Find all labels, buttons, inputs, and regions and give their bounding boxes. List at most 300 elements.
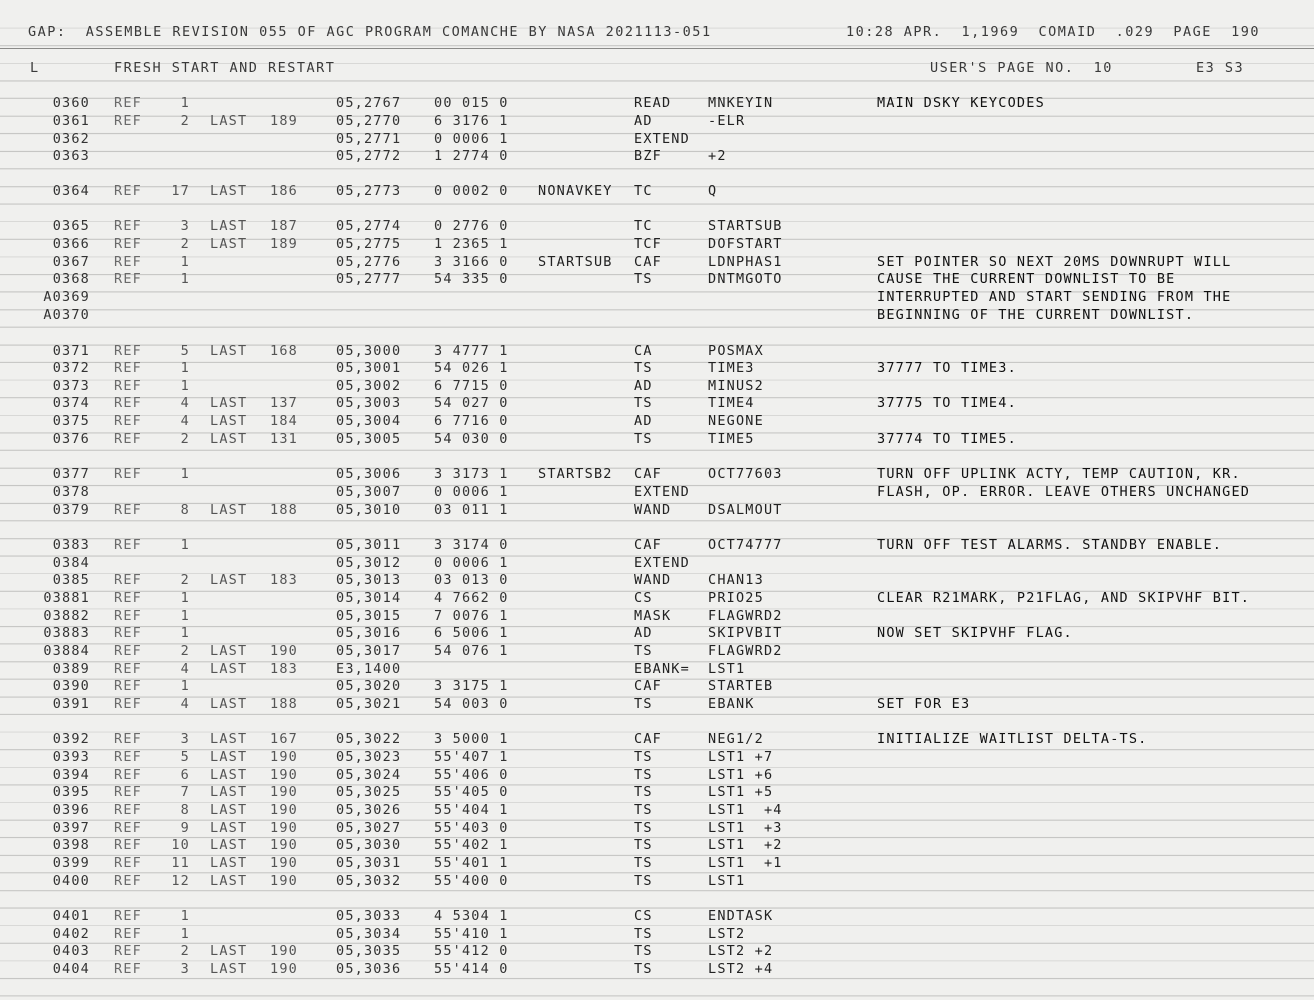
ref-flag: REF bbox=[114, 254, 142, 270]
line-number: A0369 bbox=[43, 289, 90, 305]
line-number: 0368 bbox=[52, 271, 90, 287]
comment: INITIALIZE WAITLIST DELTA-TS. bbox=[877, 731, 1148, 747]
line-number: 03882 bbox=[43, 608, 90, 624]
listing-row bbox=[0, 307, 1314, 324]
last-page: 190 bbox=[270, 873, 298, 889]
comment: NOW SET SKIPVHF FLAG. bbox=[877, 625, 1073, 641]
line-number: 0401 bbox=[52, 908, 90, 924]
listing-row bbox=[0, 731, 1314, 748]
address: E3,1400 bbox=[336, 661, 402, 677]
operand: Q bbox=[708, 183, 718, 199]
last-flag: LAST bbox=[210, 413, 248, 429]
last-page: 190 bbox=[270, 961, 298, 977]
octal-word: 3 5000 1 bbox=[434, 731, 509, 747]
ref-count: 1 bbox=[180, 908, 190, 924]
listing-row bbox=[0, 661, 1314, 678]
ref-count: 2 bbox=[180, 113, 190, 129]
symbol-label: NONAVKEY bbox=[538, 183, 613, 199]
listing-row bbox=[0, 218, 1314, 235]
operand: ENDTASK bbox=[708, 908, 774, 924]
opcode: TS bbox=[634, 784, 653, 800]
last-flag: LAST bbox=[210, 820, 248, 836]
last-flag: LAST bbox=[210, 943, 248, 959]
octal-word: 1 2365 1 bbox=[434, 236, 509, 252]
listing-row bbox=[0, 236, 1314, 253]
line-number: A0370 bbox=[43, 307, 90, 323]
listing-row bbox=[0, 608, 1314, 625]
listing-row bbox=[0, 572, 1314, 589]
header-rule bbox=[0, 48, 1314, 49]
listing-row bbox=[0, 113, 1314, 130]
opcode: CS bbox=[634, 590, 653, 606]
octal-word: 0 0002 0 bbox=[434, 183, 509, 199]
ref-count: 4 bbox=[180, 696, 190, 712]
ref-flag: REF bbox=[114, 943, 142, 959]
octal-word: 00 015 0 bbox=[434, 95, 509, 111]
ref-count: 1 bbox=[180, 378, 190, 394]
last-page: 137 bbox=[270, 395, 298, 411]
line-number: 0396 bbox=[52, 802, 90, 818]
line-number: 0363 bbox=[52, 148, 90, 164]
listing-row bbox=[0, 148, 1314, 165]
listing-row bbox=[0, 537, 1314, 554]
comment: FLASH, OP. ERROR. LEAVE OTHERS UNCHANGED bbox=[877, 484, 1251, 500]
opcode: EXTEND bbox=[634, 131, 690, 147]
listing-row bbox=[0, 555, 1314, 572]
operand: STARTEB bbox=[708, 678, 774, 694]
operand: NEG1/2 bbox=[708, 731, 764, 747]
last-page: 167 bbox=[270, 731, 298, 747]
address: 05,3032 bbox=[336, 873, 402, 889]
operand: MNKEYIN bbox=[708, 95, 774, 111]
listing-row bbox=[0, 395, 1314, 412]
ref-count: 9 bbox=[180, 820, 190, 836]
last-page: 168 bbox=[270, 343, 298, 359]
line-number: 0375 bbox=[52, 413, 90, 429]
ref-count: 1 bbox=[180, 271, 190, 287]
operand: +2 bbox=[708, 148, 727, 164]
ref-flag: REF bbox=[114, 908, 142, 924]
comment: 37777 TO TIME3. bbox=[877, 360, 1017, 376]
operand: CHAN13 bbox=[708, 572, 764, 588]
octal-word: 54 030 0 bbox=[434, 431, 509, 447]
opcode: TS bbox=[634, 855, 653, 871]
opcode: TC bbox=[634, 218, 653, 234]
line-number: 0365 bbox=[52, 218, 90, 234]
address: 05,2776 bbox=[336, 254, 402, 270]
operand: MINUS2 bbox=[708, 378, 764, 394]
octal-word: 55'404 1 bbox=[434, 802, 509, 818]
ref-flag: REF bbox=[114, 413, 142, 429]
last-page: 189 bbox=[270, 113, 298, 129]
opcode: MASK bbox=[634, 608, 672, 624]
line-number: 0395 bbox=[52, 784, 90, 800]
line-number: 0377 bbox=[52, 466, 90, 482]
line-number: 0361 bbox=[52, 113, 90, 129]
listing-row bbox=[0, 466, 1314, 483]
listing-row bbox=[0, 837, 1314, 854]
opcode: TS bbox=[634, 643, 653, 659]
opcode: WAND bbox=[634, 502, 672, 518]
listing-row bbox=[0, 413, 1314, 430]
line-number: 0374 bbox=[52, 395, 90, 411]
last-page: 183 bbox=[270, 661, 298, 677]
address: 05,3003 bbox=[336, 395, 402, 411]
address: 05,3026 bbox=[336, 802, 402, 818]
ref-flag: REF bbox=[114, 271, 142, 287]
listing-row bbox=[0, 943, 1314, 960]
octal-word: 6 7715 0 bbox=[434, 378, 509, 394]
ref-count: 1 bbox=[180, 625, 190, 641]
ref-count: 17 bbox=[171, 183, 190, 199]
listing-row bbox=[0, 378, 1314, 395]
address: 05,3031 bbox=[336, 855, 402, 871]
opcode: TS bbox=[634, 943, 653, 959]
operand: LST2 +2 bbox=[708, 943, 774, 959]
last-page: 190 bbox=[270, 855, 298, 871]
operand: LST1 +4 bbox=[708, 802, 783, 818]
ref-count: 2 bbox=[180, 572, 190, 588]
address: 05,3017 bbox=[336, 643, 402, 659]
last-flag: LAST bbox=[210, 218, 248, 234]
octal-word: 6 3176 1 bbox=[434, 113, 509, 129]
ref-count: 11 bbox=[171, 855, 190, 871]
ref-count: 10 bbox=[171, 837, 190, 853]
comment: CAUSE THE CURRENT DOWNLIST TO BE bbox=[877, 271, 1176, 287]
opcode: CS bbox=[634, 908, 653, 924]
ref-count: 1 bbox=[180, 466, 190, 482]
line-number: 0385 bbox=[52, 572, 90, 588]
ref-count: 1 bbox=[180, 360, 190, 376]
ref-count: 1 bbox=[180, 678, 190, 694]
comment: SET POINTER SO NEXT 20MS DOWNRUPT WILL bbox=[877, 254, 1232, 270]
operand: DSALMOUT bbox=[708, 502, 783, 518]
operand: LDNPHAS1 bbox=[708, 254, 783, 270]
octal-word: 0 0006 1 bbox=[434, 484, 509, 500]
octal-word: 1 2774 0 bbox=[434, 148, 509, 164]
octal-word: 4 5304 1 bbox=[434, 908, 509, 924]
comment: INTERRUPTED AND START SENDING FROM THE bbox=[877, 289, 1232, 305]
last-page: 190 bbox=[270, 767, 298, 783]
comment: TURN OFF UPLINK ACTY, TEMP CAUTION, KR. bbox=[877, 466, 1241, 482]
ref-count: 4 bbox=[180, 395, 190, 411]
octal-word: 54 003 0 bbox=[434, 696, 509, 712]
octal-word: 55'400 0 bbox=[434, 873, 509, 889]
ref-flag: REF bbox=[114, 625, 142, 641]
ref-flag: REF bbox=[114, 961, 142, 977]
ref-flag: REF bbox=[114, 395, 142, 411]
operand: TIME5 bbox=[708, 431, 755, 447]
line-number: 03884 bbox=[43, 643, 90, 659]
line-number: 0397 bbox=[52, 820, 90, 836]
line-number: 0372 bbox=[52, 360, 90, 376]
opcode: CAF bbox=[634, 466, 662, 482]
listing-title: GAP: ASSEMBLE REVISION 055 OF AGC PROGRAM COMANCHE BY NASA 2021113-051 bbox=[28, 24, 712, 40]
listing-row bbox=[0, 820, 1314, 837]
operand: LST1 bbox=[708, 873, 746, 889]
ref-count: 2 bbox=[180, 431, 190, 447]
opcode: TS bbox=[634, 696, 653, 712]
address: 05,3021 bbox=[336, 696, 402, 712]
octal-word: 55'401 1 bbox=[434, 855, 509, 871]
listing-row bbox=[0, 767, 1314, 784]
operand: LST1 +5 bbox=[708, 784, 774, 800]
last-page: 190 bbox=[270, 837, 298, 853]
address: 05,3000 bbox=[336, 343, 402, 359]
address: 05,3025 bbox=[336, 784, 402, 800]
operand: -ELR bbox=[708, 113, 746, 129]
ref-count: 12 bbox=[171, 873, 190, 889]
ref-flag: REF bbox=[114, 466, 142, 482]
listing-row bbox=[0, 502, 1314, 519]
ref-flag: REF bbox=[114, 572, 142, 588]
line-number: 0384 bbox=[52, 555, 90, 571]
address: 05,3006 bbox=[336, 466, 402, 482]
octal-word: 4 7662 0 bbox=[434, 590, 509, 606]
listing-timestamp: 10:28 APR. 1,1969 COMAID .029 PAGE 190 bbox=[846, 24, 1260, 40]
address: 05,3007 bbox=[336, 484, 402, 500]
last-page: 190 bbox=[270, 749, 298, 765]
ref-flag: REF bbox=[114, 837, 142, 853]
octal-word: 55'407 1 bbox=[434, 749, 509, 765]
last-flag: LAST bbox=[210, 643, 248, 659]
line-number: 0364 bbox=[52, 183, 90, 199]
last-page: 190 bbox=[270, 784, 298, 800]
last-flag: LAST bbox=[210, 873, 248, 889]
listing-row bbox=[0, 696, 1314, 713]
operand: LST2 bbox=[708, 926, 746, 942]
opcode: CAF bbox=[634, 537, 662, 553]
ref-flag: REF bbox=[114, 113, 142, 129]
ref-flag: REF bbox=[114, 749, 142, 765]
ref-count: 1 bbox=[180, 590, 190, 606]
octal-word: 55'403 0 bbox=[434, 820, 509, 836]
last-flag: LAST bbox=[210, 343, 248, 359]
listing-row bbox=[0, 484, 1314, 501]
line-number: 0383 bbox=[52, 537, 90, 553]
line-number: 0376 bbox=[52, 431, 90, 447]
address: 05,3002 bbox=[336, 378, 402, 394]
address: 05,3016 bbox=[336, 625, 402, 641]
octal-word: 3 3175 1 bbox=[434, 678, 509, 694]
ref-flag: REF bbox=[114, 95, 142, 111]
opcode: TS bbox=[634, 820, 653, 836]
operand: LST1 bbox=[708, 661, 746, 677]
opcode: WAND bbox=[634, 572, 672, 588]
ref-flag: REF bbox=[114, 731, 142, 747]
section-title: FRESH START AND RESTART bbox=[114, 60, 336, 76]
line-number: 0367 bbox=[52, 254, 90, 270]
opcode: TS bbox=[634, 749, 653, 765]
last-flag: LAST bbox=[210, 236, 248, 252]
operand: LST1 +1 bbox=[708, 855, 783, 871]
address: 05,2774 bbox=[336, 218, 402, 234]
ref-count: 1 bbox=[180, 926, 190, 942]
octal-word: 0 0006 1 bbox=[434, 555, 509, 571]
symbol-label: STARTSUB bbox=[538, 254, 613, 270]
last-page: 190 bbox=[270, 943, 298, 959]
address: 05,2775 bbox=[336, 236, 402, 252]
listing-row bbox=[0, 643, 1314, 660]
address: 05,3033 bbox=[336, 908, 402, 924]
address: 05,3010 bbox=[336, 502, 402, 518]
comment: CLEAR R21MARK, P21FLAG, AND SKIPVHF BIT. bbox=[877, 590, 1251, 606]
octal-word: 55'402 1 bbox=[434, 837, 509, 853]
address: 05,3014 bbox=[336, 590, 402, 606]
listing-row bbox=[0, 749, 1314, 766]
address: 05,3015 bbox=[336, 608, 402, 624]
ref-flag: REF bbox=[114, 926, 142, 942]
last-page: 188 bbox=[270, 696, 298, 712]
last-flag: LAST bbox=[210, 661, 248, 677]
listing-row bbox=[0, 678, 1314, 695]
last-flag: LAST bbox=[210, 731, 248, 747]
octal-word: 54 335 0 bbox=[434, 271, 509, 287]
last-flag: LAST bbox=[210, 802, 248, 818]
listing-row bbox=[0, 926, 1314, 943]
last-page: 188 bbox=[270, 502, 298, 518]
comment: 37774 TO TIME5. bbox=[877, 431, 1017, 447]
last-flag: LAST bbox=[210, 395, 248, 411]
line-number: 0393 bbox=[52, 749, 90, 765]
octal-word: 55'405 0 bbox=[434, 784, 509, 800]
operand: OCT74777 bbox=[708, 537, 783, 553]
ref-count: 1 bbox=[180, 537, 190, 553]
address: 05,3012 bbox=[336, 555, 402, 571]
octal-word: 55'412 0 bbox=[434, 943, 509, 959]
octal-word: 03 011 1 bbox=[434, 502, 509, 518]
opcode: TS bbox=[634, 926, 653, 942]
line-number: 0404 bbox=[52, 961, 90, 977]
address: 05,3027 bbox=[336, 820, 402, 836]
octal-word: 54 026 1 bbox=[434, 360, 509, 376]
operand: LST2 +4 bbox=[708, 961, 774, 977]
opcode: TS bbox=[634, 271, 653, 287]
last-flag: LAST bbox=[210, 696, 248, 712]
operand: LST1 +3 bbox=[708, 820, 783, 836]
last-flag: LAST bbox=[210, 767, 248, 783]
octal-word: 3 4777 1 bbox=[434, 343, 509, 359]
address: 05,2770 bbox=[336, 113, 402, 129]
ref-count: 5 bbox=[180, 343, 190, 359]
octal-word: 54 027 0 bbox=[434, 395, 509, 411]
operand: FLAGWRD2 bbox=[708, 643, 783, 659]
comment: MAIN DSKY KEYCODES bbox=[877, 95, 1045, 111]
opcode: AD bbox=[634, 413, 653, 429]
listing-row bbox=[0, 855, 1314, 872]
opcode: TS bbox=[634, 961, 653, 977]
line-number: 0389 bbox=[52, 661, 90, 677]
ref-flag: REF bbox=[114, 431, 142, 447]
address: 05,2777 bbox=[336, 271, 402, 287]
last-flag: LAST bbox=[210, 784, 248, 800]
opcode: CAF bbox=[634, 254, 662, 270]
listing-row bbox=[0, 802, 1314, 819]
last-page: 183 bbox=[270, 572, 298, 588]
address: 05,3022 bbox=[336, 731, 402, 747]
listing-row bbox=[0, 131, 1314, 148]
operand: PRIO25 bbox=[708, 590, 764, 606]
operand: FLAGWRD2 bbox=[708, 608, 783, 624]
ref-count: 3 bbox=[180, 961, 190, 977]
line-number: 0400 bbox=[52, 873, 90, 889]
ref-count: 8 bbox=[180, 502, 190, 518]
line-number: 0402 bbox=[52, 926, 90, 942]
ref-count: 5 bbox=[180, 749, 190, 765]
octal-word: 3 3174 0 bbox=[434, 537, 509, 553]
opcode: TS bbox=[634, 873, 653, 889]
operand: DNTMGOTO bbox=[708, 271, 783, 287]
line-number: 0373 bbox=[52, 378, 90, 394]
octal-word: 55'414 0 bbox=[434, 961, 509, 977]
listing-row bbox=[0, 343, 1314, 360]
line-number: 0390 bbox=[52, 678, 90, 694]
line-number: 0366 bbox=[52, 236, 90, 252]
last-flag: LAST bbox=[210, 431, 248, 447]
line-number: 0391 bbox=[52, 696, 90, 712]
operand: LST1 +7 bbox=[708, 749, 774, 765]
last-page: 190 bbox=[270, 820, 298, 836]
ref-count: 3 bbox=[180, 731, 190, 747]
ref-flag: REF bbox=[114, 802, 142, 818]
last-page: 189 bbox=[270, 236, 298, 252]
address: 05,2771 bbox=[336, 131, 402, 147]
ref-flag: REF bbox=[114, 855, 142, 871]
bank-indicator: E3 S3 bbox=[1196, 60, 1245, 76]
opcode: AD bbox=[634, 378, 653, 394]
listing-row bbox=[0, 784, 1314, 801]
comment: BEGINNING OF THE CURRENT DOWNLIST. bbox=[877, 307, 1195, 323]
operand: LST1 +6 bbox=[708, 767, 774, 783]
operand: TIME3 bbox=[708, 360, 755, 376]
ref-flag: REF bbox=[114, 608, 142, 624]
address: 05,2767 bbox=[336, 95, 402, 111]
line-number: 0392 bbox=[52, 731, 90, 747]
ref-flag: REF bbox=[114, 820, 142, 836]
last-flag: LAST bbox=[210, 749, 248, 765]
line-number: 03881 bbox=[43, 590, 90, 606]
octal-word: 3 3166 0 bbox=[434, 254, 509, 270]
ref-count: 1 bbox=[180, 95, 190, 111]
listing-row bbox=[0, 289, 1314, 306]
opcode: TS bbox=[634, 767, 653, 783]
opcode: EBANK= bbox=[634, 661, 690, 677]
address: 05,3004 bbox=[336, 413, 402, 429]
last-page: 186 bbox=[270, 183, 298, 199]
listing-row bbox=[0, 625, 1314, 642]
octal-word: 6 7716 0 bbox=[434, 413, 509, 429]
ref-flag: REF bbox=[114, 236, 142, 252]
ref-flag: REF bbox=[114, 183, 142, 199]
octal-word: 6 5006 1 bbox=[434, 625, 509, 641]
listing-row bbox=[0, 254, 1314, 271]
operand: DOFSTART bbox=[708, 236, 783, 252]
last-flag: LAST bbox=[210, 113, 248, 129]
opcode: TS bbox=[634, 360, 653, 376]
opcode: TC bbox=[634, 183, 653, 199]
last-flag: LAST bbox=[210, 961, 248, 977]
octal-word: 7 0076 1 bbox=[434, 608, 509, 624]
opcode: TS bbox=[634, 837, 653, 853]
ref-flag: REF bbox=[114, 643, 142, 659]
operand: STARTSUB bbox=[708, 218, 783, 234]
line-number: 0403 bbox=[52, 943, 90, 959]
line-number: 03883 bbox=[43, 625, 90, 641]
operand: OCT77603 bbox=[708, 466, 783, 482]
octal-word: 54 076 1 bbox=[434, 643, 509, 659]
opcode: CA bbox=[634, 343, 653, 359]
line-number: 0371 bbox=[52, 343, 90, 359]
